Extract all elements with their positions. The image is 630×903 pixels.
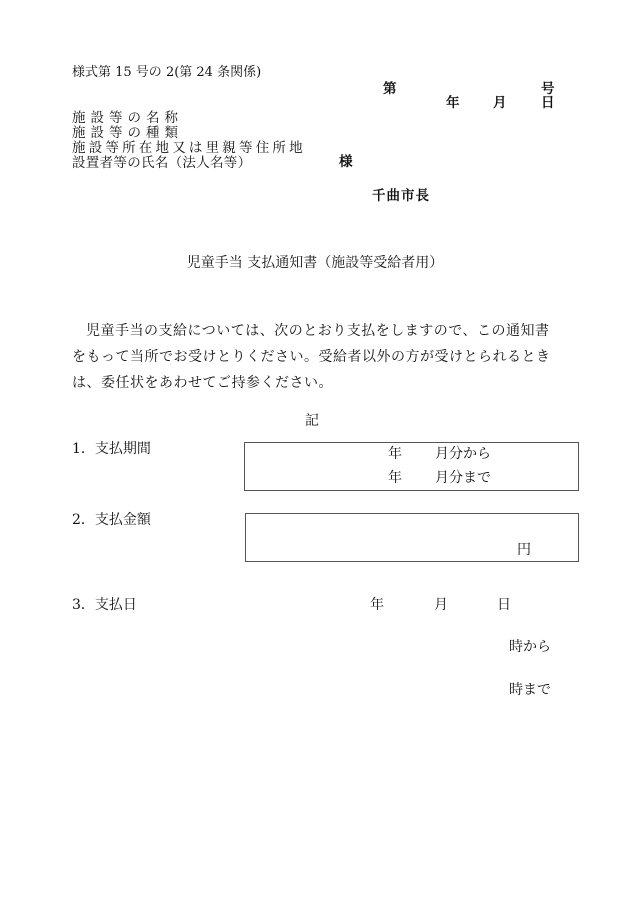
doc-number-go: 号 [541,81,555,97]
payment-amount-box [245,513,579,562]
facility-address-label: 施設等所在地又は里親等住所地 [72,140,306,156]
issuer: 千曲市長 [372,188,430,204]
payday-time-from: 時から [509,639,551,655]
period-to-month: 月分まで [435,470,491,486]
payday-month: 月 [434,597,448,613]
period-to-year: 年 [388,470,402,486]
payment-period-label: 1．支払期間 [72,441,151,457]
date-day: 日 [541,95,555,111]
facility-type-label: 施設等の種類 [72,125,183,141]
date-month: 月 [493,95,507,111]
payment-period-box [244,442,579,491]
addressee-block [72,111,306,171]
document-title: 児童手当 支払通知書（施設等受給者用） [186,255,444,271]
amount-unit-yen: 円 [517,542,531,558]
ki-heading: 記 [305,413,319,429]
period-from-year: 年 [388,446,402,462]
date-year: 年 [446,95,460,111]
period-from-month: 月分から [435,446,491,462]
payment-day-label: 3．支払日 [72,597,137,613]
payment-amount-label: 2．支払金額 [72,512,151,528]
founder-name-label: 設置者等の氏名（法人名等） [72,155,252,171]
facility-name-label: 施設等の名称 [72,110,183,126]
payday-year: 年 [370,597,384,613]
payday-time-to: 時まで [509,682,551,698]
honorific-sama: 様 [339,154,353,170]
form-number: 様式第 15 号の 2(第 24 条関係) [72,65,262,80]
doc-number-dai: 第 [383,81,397,97]
notice-body-text: 児童手当の支給については、次のとおり支払をしますので、この通知書をもって当所でお受けとりください。受給者以外の方が受けとられるときは、委任状をあわせてご持参ください。 [72,323,551,391]
payday-day: 日 [497,597,511,613]
